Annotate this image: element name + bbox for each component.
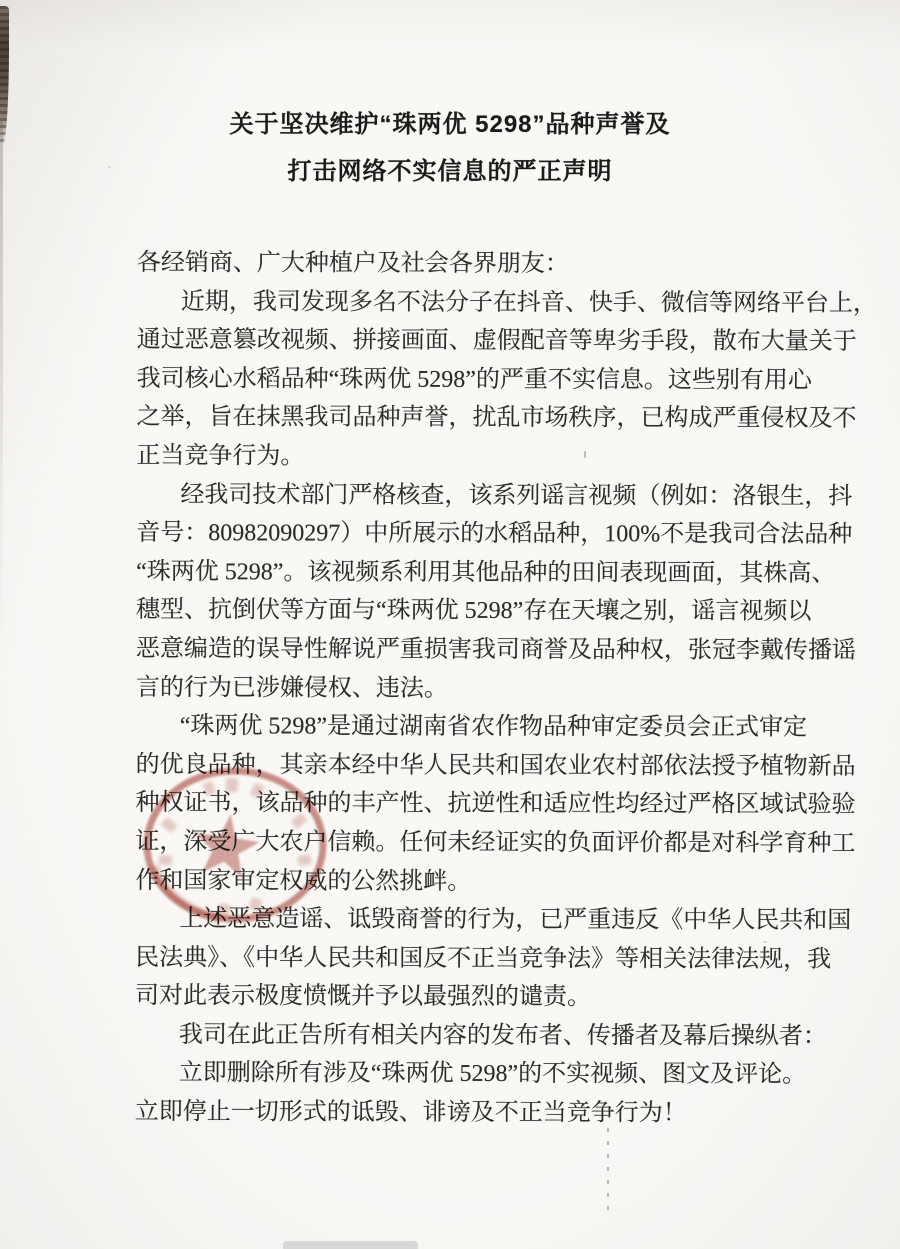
text-line: 立即删除所有涉及“珠两优 5298”的不实视频、图文及评论。: [178, 1060, 807, 1089]
text-line: 作和国家审定权威的公然挑衅。: [135, 867, 472, 895]
text-line: 音号：80982090297）中所展示的水稻品种，100%不是我司合法品种: [136, 520, 853, 549]
text-line: 种权证书，该品种的丰产性、抗逆性和适应性均经过严格区域试验验: [135, 790, 856, 819]
text-line: “珠两优 5298”。该视频系利用其他品种的田间表现画面，其株高、: [136, 558, 836, 587]
title-line: 打击网络不实信息的严正声明: [287, 158, 613, 185]
text-line: 的优良品种，其亲本经中华人民共和国农业农村部依法授予植物新品: [135, 751, 856, 780]
scan-speck: [763, 941, 767, 943]
text-line: 立即停止一切形式的诋毁、诽谤及不正当竞争行为！: [134, 1099, 687, 1127]
document-title: [0, 101, 900, 195]
text-line: 我司核心水稻品种“珠两优 5298”的严重不实信息。这些别有用心: [136, 365, 812, 394]
scan-speck: [584, 451, 586, 458]
text-line: 之举，旨在抹黑我司品种声誉，扰乱市场秩序，已构成严重侵权及不: [136, 404, 857, 433]
text-line: 言的行为已涉嫌侵权、违法。: [135, 674, 448, 702]
text-line: 正当竞争行为。: [136, 442, 305, 470]
text-line: 穗型、抗倒伏等方面与“珠两优 5298”存在天壤之别，谣言视频以: [136, 597, 812, 626]
text-line: 经我司技术部门严格核查，该系列谣言视频（例如：洛银生，抖: [180, 481, 853, 510]
text-line: “珠两优 5298”是通过湖南省农作物品种审定委员会正式审定: [179, 713, 808, 741]
scan-speck: [600, 128, 603, 130]
scan-dotted-artifact: [607, 1128, 609, 1212]
text-line: 我司在此正告所有相关内容的发布者、传播者及幕后操纵者：: [178, 1021, 827, 1050]
text-line: 上述恶意造谣、诋毁商誉的行为，已严重违反《中华人民共和国: [179, 906, 852, 934]
paper-edge-line: [0, 120, 3, 660]
text-line: 司对此表示极度愤慨并予以最强烈的谴责。: [134, 983, 592, 1011]
text-line: 恶意编造的误导性解说严重损害我司商誉及品种权，张冠李戴传播谣: [135, 635, 856, 664]
text-line: 民法典》、《中华人民共和国反不正当竞争法》等相关法律法规，我: [135, 944, 832, 973]
text-line: 通过恶意篡改视频、拼接画面、虚假配音等卑劣手段，散布大量关于: [136, 327, 857, 356]
scan-speck: [108, 166, 111, 168]
table-edge-artifact: [283, 1241, 418, 1249]
text-line: 近期，我司发现多名不法分子在抖音、快手、微信等网络平台上，: [180, 288, 877, 317]
document-body: [134, 244, 877, 1133]
text-line: 各经销商、广大种植户及社会各界朋友：: [136, 249, 569, 278]
text-line: 证，深受广大农户信赖。任何未经证实的负面评价都是对科学育种工: [135, 828, 856, 857]
title-line: 关于坚决维护“珠两优 5298”品种声誉及: [229, 111, 671, 138]
